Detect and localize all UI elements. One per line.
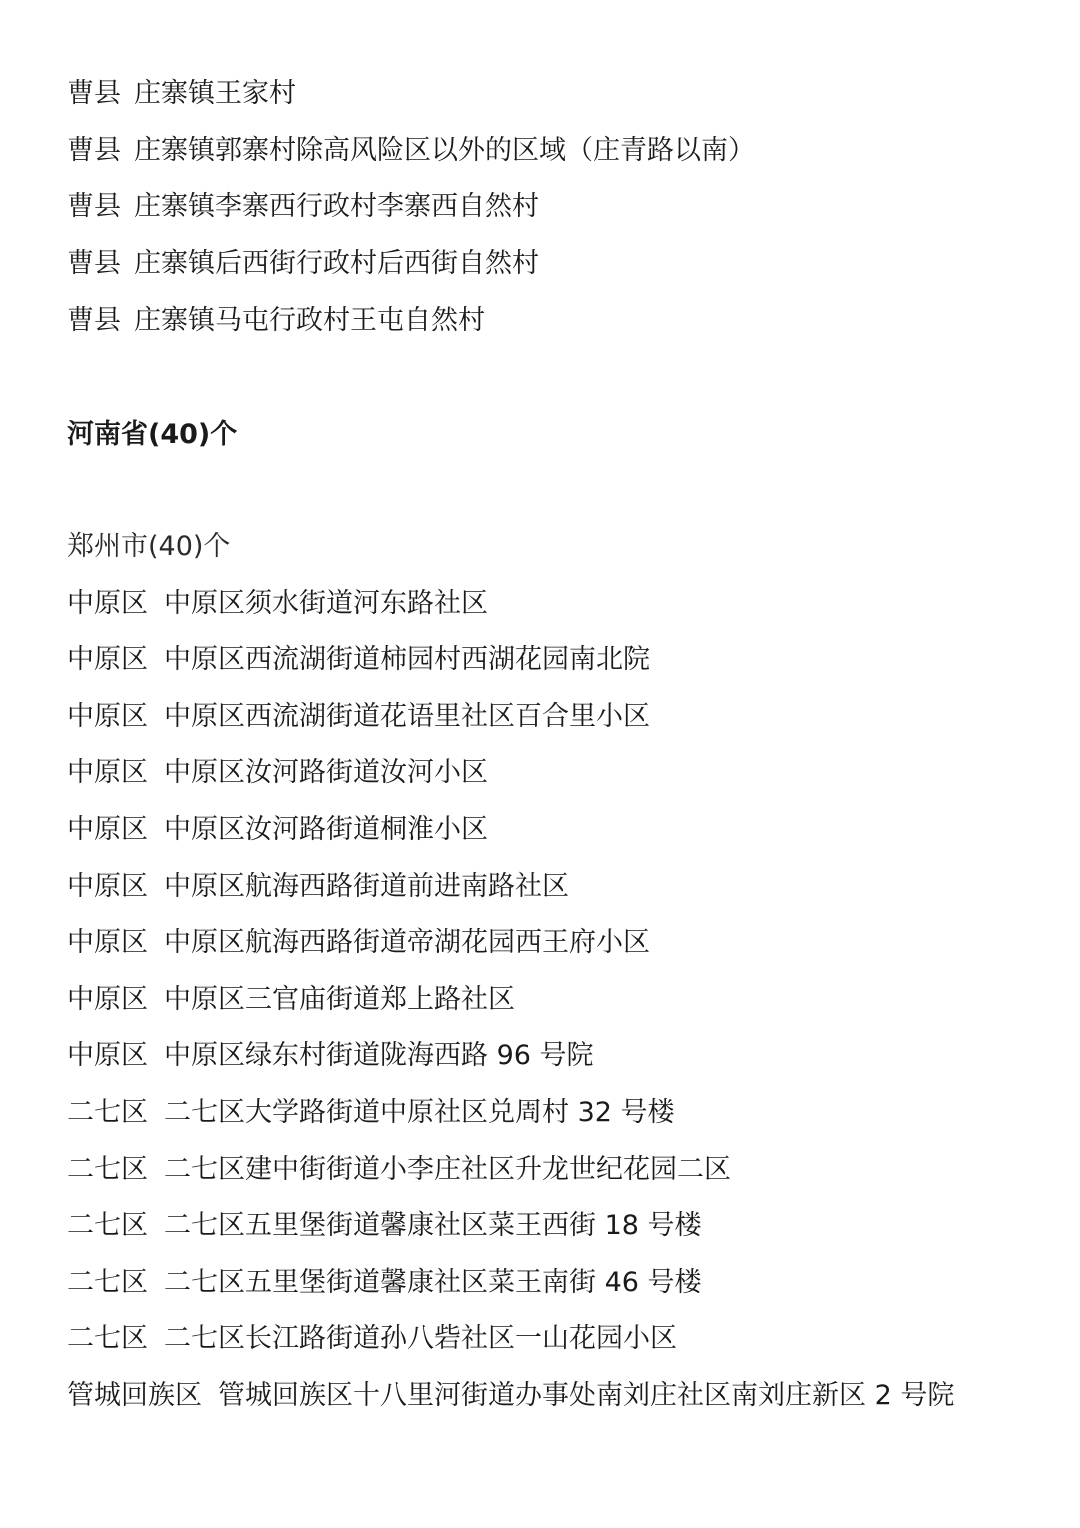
entry-county: 曹县 [67,305,121,336]
entry-location: 中原区汝河路街道桐淮小区 [164,814,488,845]
zhengzhou-entry [67,983,515,1017]
entry-district: 二七区 [67,1210,148,1241]
zhengzhou-entry [67,926,650,960]
zhengzhou-entry [67,1209,702,1243]
entry-district: 中原区 [67,814,148,845]
caoxian-entry [67,190,539,224]
caoxian-entry [67,247,539,281]
entry-county: 曹县 [67,191,121,222]
entry-location: 中原区西流湖街道柿园村西湖花园南北院 [164,644,650,675]
zhengzhou-entry [67,1322,677,1356]
zhengzhou-entry [67,1379,954,1413]
entry-location: 二七区五里堡街道馨康社区菜王西街 18 号楼 [164,1210,702,1241]
entry-district: 二七区 [67,1267,148,1298]
caoxian-entry [67,77,296,111]
entry-location: 中原区西流湖街道花语里社区百合里小区 [164,701,650,732]
entry-county: 曹县 [67,78,121,109]
entry-location: 庄寨镇马屯行政村王屯自然村 [134,305,485,336]
entry-district: 中原区 [67,871,148,902]
zhengzhou-entry [67,870,569,904]
entry-location: 二七区五里堡街道馨康社区菜王南街 46 号楼 [164,1267,702,1298]
entry-location: 庄寨镇后西街行政村后西街自然村 [134,248,539,279]
caoxian-entry [67,134,755,168]
entry-district: 二七区 [67,1097,148,1128]
zhengzhou-entry [67,643,650,677]
zhengzhou-entry [67,756,488,790]
entry-county: 曹县 [67,135,121,166]
entry-district: 中原区 [67,701,148,732]
entry-location: 中原区三官庙街道郑上路社区 [164,984,515,1015]
entry-district: 中原区 [67,644,148,675]
zhengzhou-entry [67,1153,731,1187]
entry-location: 庄寨镇王家村 [134,78,296,109]
zhengzhou-entry [67,1096,675,1130]
entry-location: 中原区汝河路街道汝河小区 [164,757,488,788]
entry-district: 中原区 [67,1040,148,1071]
entry-location: 庄寨镇郭寨村除高风险区以外的区域（庄青路以南） [134,135,755,166]
entry-location: 中原区航海西路街道帝湖花园西王府小区 [164,927,650,958]
entry-location: 二七区建中街街道小李庄社区升龙世纪花园二区 [164,1154,731,1185]
entry-location: 中原区航海西路街道前进南路社区 [164,871,569,902]
entry-district: 中原区 [67,984,148,1015]
zhengzhou-entry [67,1266,702,1300]
zhengzhou-entry [67,813,488,847]
province-heading: 河南省(40)个 [67,419,238,450]
city-heading: 郑州市(40)个 [67,531,231,562]
entry-location: 管城回族区十八里河街道办事处南刘庄社区南刘庄新区 2 号院 [218,1380,955,1411]
entry-district: 中原区 [67,588,148,619]
entry-location: 中原区绿东村街道陇海西路 96 号院 [164,1040,594,1071]
entry-location: 二七区长江路街道孙八砦社区一山花园小区 [164,1323,677,1354]
entry-district: 二七区 [67,1154,148,1185]
entry-location: 二七区大学路街道中原社区兑周村 32 号楼 [164,1097,675,1128]
entry-district: 中原区 [67,757,148,788]
zhengzhou-entry [67,587,488,621]
entry-district: 二七区 [67,1323,148,1354]
entry-district: 中原区 [67,927,148,958]
entry-county: 曹县 [67,248,121,279]
entry-location: 庄寨镇李寨西行政村李寨西自然村 [134,191,539,222]
entry-district: 管城回族区 [67,1380,202,1411]
zhengzhou-entry [67,1039,594,1073]
caoxian-entry [67,304,485,338]
zhengzhou-entry [67,700,650,734]
entry-location: 中原区须水街道河东路社区 [164,588,488,619]
